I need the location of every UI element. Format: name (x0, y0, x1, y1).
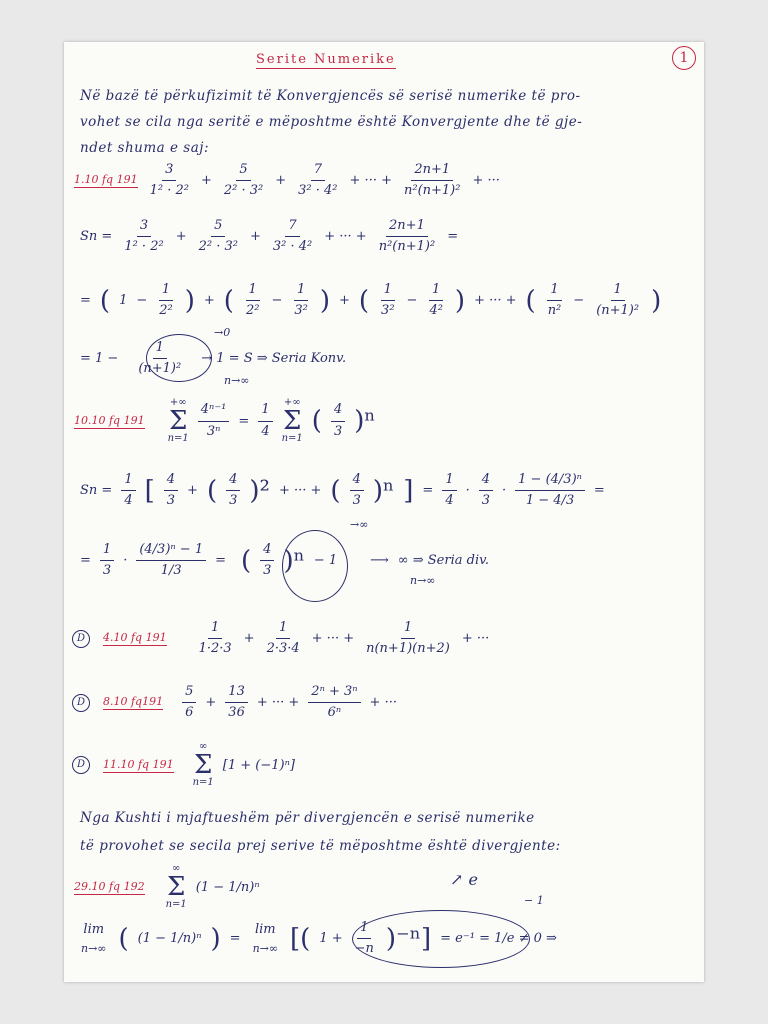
exercise-3-ref: 4.10 fq 191 (103, 631, 167, 645)
exercise-1-sn: Sn = $\frac{3}{\text{1² · 2²}}$ + $\frac{5}{\text{2² · 3²}}$ + $\frac{7}{\text{3² · 4²}}$ + ··· + $\frac{2n+1}{\text{n²(n+1)²}}$ = (80, 218, 459, 255)
intro-line-1: Në bazë të përkufizimit të Konvergjencës së serisë numerike të pro- (80, 88, 581, 104)
arrow-e: e (468, 870, 478, 889)
limit-note: →0 (214, 326, 231, 339)
d-mark: D (72, 694, 90, 712)
exercise-6-limit: lim n→∞ ( (1 − 1/n)ⁿ ) = lim n→∞ [( 1 + $\frac{1}{-n}$ )⁻ⁿ] = e⁻¹ = 1/e ≠ 0 ⇒ (81, 920, 557, 957)
exercise-4-ref: 8.10 fq191 (103, 695, 164, 709)
term-1: $\frac{3}{\text{1² · 2²}}$ (149, 162, 189, 199)
page-number: 1 (672, 46, 696, 70)
exercise-6-ref: 29.10 fq 192 (74, 879, 145, 893)
limit-circle-6 (352, 910, 530, 968)
limit-subscript-2: n→∞ (410, 574, 436, 587)
notebook-page: Serite Numerike 1 Në bazë të përkufizimit të Konvergjencës së serisë numerike të pro- vohet se cila nga seritë e mëposhtme është Konvergjente dhe të gje- ndet shuma e saj: 1.10 fq 191 $\frac{3}{\text{1² · 2²}}$ + $\frac{5}{\text{2² · 3²}}$ + $\frac{7}{\text{3² · 4²}}$ + ··· + $\frac{2n+1}{\text{n²(n+1)²}}$ + ··· Sn = $\frac{3}{\text{1² · 2²}}$ + $\frac{5}{\text{2² · 3²}}$ + $\frac{7}{\text{3² · 4²}}$ + ··· + $\frac{2n+1}{\text{n²(n+1)²}}$ = = ( 1 − $\frac{1}{\text{2²}}$ ) + ( $\frac{1}{\text{2²}}$ − $\frac{1}{\text{3²}}$ ) + ( $\frac{1}{\text{3²}}$ − $\frac{1}{\text{4²}}$ ) + ··· + ( $\frac{1}{\text{n²}}$ − $\frac{1}{\text{(n+1)²}}$ ) = 1 − $\frac{1}{\text{(n+1)²}}$ → 1 = S ⇒ Seria Konv. →0 n→∞ 10.10 fq 191 +∞ Σ n=1 $\frac{\text{4ⁿ⁻¹}}{\text{3ⁿ}}$ = $\frac{1}{4}$ +∞ Σ n=1 ( $\frac{4}{3}$ )ⁿ Sn = $\frac{1}{4}$ [ $\frac{4}{3}$ + ( $\frac{4}{3}$ )² + ··· + ( $\frac{4}{3}$ )ⁿ ] = $\frac{1}{4}$ · $\frac{4}{3}$ · $\frac{\text{1 − (4/3)ⁿ}}{1 - 4/3}$ = = $\frac{1}{3}$ · $\frac{\text{(4/3)ⁿ − 1}}{1/3}$ = ( $\frac{4}{3}$ )ⁿ − 1 ⟶ ∞ ⇒ Seria div. →∞ n→∞ D 4.10 fq 191 $\frac{1}{1\cdot 2\cdot 3}$ + $\frac{1}{2\cdot 3\cdot 4}$ + ··· + $\frac{1}{n(n+1)(n+2)}$ + ··· D 8.10 fq191 $\frac{5}{6}$ + $\frac{13}{36}$ + ··· + $\frac{\text{2ⁿ + 3ⁿ}}{\text{6ⁿ}}$ + ··· D 11.10 fq 191 ∞ Σ n=1 [1 + (−1)ⁿ] Nga Kushti i mjaftueshëm për divergjencën e serisë numerike të provohet se secila prej serive të mëposhtme është divergjente: 29.10 fq 192 ∞ Σ n=1 (1 − 1/n)ⁿ ↗ e − 1 lim n→∞ ( (1 − 1/n)ⁿ ) = lim n→∞ [( 1 + $\frac{1}{-n}$ )⁻ⁿ] = e⁻¹ = 1/e ≠ 0 ⇒ (64, 42, 704, 982)
limit-circle (146, 334, 212, 382)
divergence-intro-2: të provohet se secila prej serive të mëposhtme është divergjente: (80, 838, 561, 854)
exercise-1-ref: 1.10 fq 191 (74, 173, 138, 187)
power-circle (282, 530, 348, 602)
conclusion: → 1 = S ⇒ Seria Konv. (201, 351, 347, 367)
exercise-4: D 8.10 fq191 $\frac{5}{6}$ + $\frac{13}{36}$ + ··· + $\frac{\text{2ⁿ + 3ⁿ}}{\text{6ⁿ}}$ + ··· (72, 684, 397, 722)
term-3: $\frac{7}{\text{3² · 4²}}$ (298, 162, 338, 199)
exercise-6-series: 29.10 fq 192 ∞ Σ n=1 (1 − 1/n)ⁿ (74, 863, 260, 910)
d-mark: D (72, 756, 90, 774)
exercise-2-series: 10.10 fq 191 +∞ Σ n=1 $\frac{\text{4ⁿ⁻¹}}{\text{3ⁿ}}$ = $\frac{1}{4}$ +∞ Σ n=1 ( $\frac{4}{3}$ )ⁿ (74, 397, 376, 444)
minus-one-exponent: − 1 (524, 894, 544, 907)
term-2: $\frac{5}{\text{2² · 3²}}$ (223, 162, 264, 199)
page-title: Serite Numerike (256, 52, 396, 67)
exercise-1-telescoping: = ( 1 − $\frac{1}{\text{2²}}$ ) + ( $\frac{1}{\text{2²}}$ − $\frac{1}{\text{3²}}$ ) + ( $\frac{1}{\text{3²}}$ − $\frac{1}{\text{4²}}$ ) + ··· + ( $\frac{1}{\text{n²}}$ − $\frac{1}{\text{(n+1)²}}$ ) (80, 282, 662, 319)
intro-line-3: ndet shuma e saj: (80, 140, 209, 156)
exercise-5: D 11.10 fq 191 ∞ Σ n=1 [1 + (−1)ⁿ] (72, 742, 295, 788)
exercise-5-ref: 11.10 fq 191 (103, 757, 174, 771)
exercise-1-limit: = 1 − $\frac{1}{\text{(n+1)²}}$ → 1 = S ⇒ Seria Konv. (80, 340, 347, 377)
exercise-2-result: = $\frac{1}{3}$ · $\frac{\text{(4/3)ⁿ − 1}}{1/3}$ = ( $\frac{4}{3}$ )ⁿ − 1 ⟶ ∞ ⇒ Seria div. (80, 542, 490, 579)
exercise-1-series: 1.10 fq 191 $\frac{3}{\text{1² · 2²}}$ + $\frac{5}{\text{2² · 3²}}$ + $\frac{7}{\text{3² · 4²}}$ + ··· + $\frac{2n+1}{\text{n²(n+1)²}}$ + ··· (74, 162, 500, 199)
tends-infinity: →∞ (350, 518, 369, 531)
d-mark: D (72, 630, 90, 648)
exercise-2-sn: Sn = $\frac{1}{4}$ [ $\frac{4}{3}$ + ( $\frac{4}{3}$ )² + ··· + ( $\frac{4}{3}$ )ⁿ ] = $\frac{1}{4}$ · $\frac{4}{3}$ · $\frac{\text{1 − (4/3)ⁿ}}{1 - 4/3}$ = (80, 472, 605, 509)
divergence-intro-1: Nga Kushti i mjaftueshëm për divergjencën e serisë numerike (80, 810, 535, 826)
limit-subscript: n→∞ (224, 374, 250, 387)
exercise-3: D 4.10 fq 191 $\frac{1}{1\cdot 2\cdot 3}$ + $\frac{1}{2\cdot 3\cdot 4}$ + ··· + $\frac{1}{n(n+1)(n+2)}$ + ··· (72, 620, 489, 658)
exercise-2-conclusion: ∞ ⇒ Seria div. (397, 553, 490, 569)
exercise-6-result: = e⁻¹ = 1/e ≠ 0 ⇒ (440, 931, 557, 947)
term-n: $\frac{2n+1}{\text{n²(n+1)²}}$ (403, 162, 461, 199)
sn-label: Sn = (80, 229, 113, 245)
intro-line-2: vohet se cila nga seritë e mëposhtme është Konvergjente dhe të gje- (80, 114, 583, 130)
exercise-2-ref: 10.10 fq 191 (74, 413, 145, 427)
limit-fraction: $\frac{1}{\text{(n+1)²}}$ (138, 340, 182, 377)
